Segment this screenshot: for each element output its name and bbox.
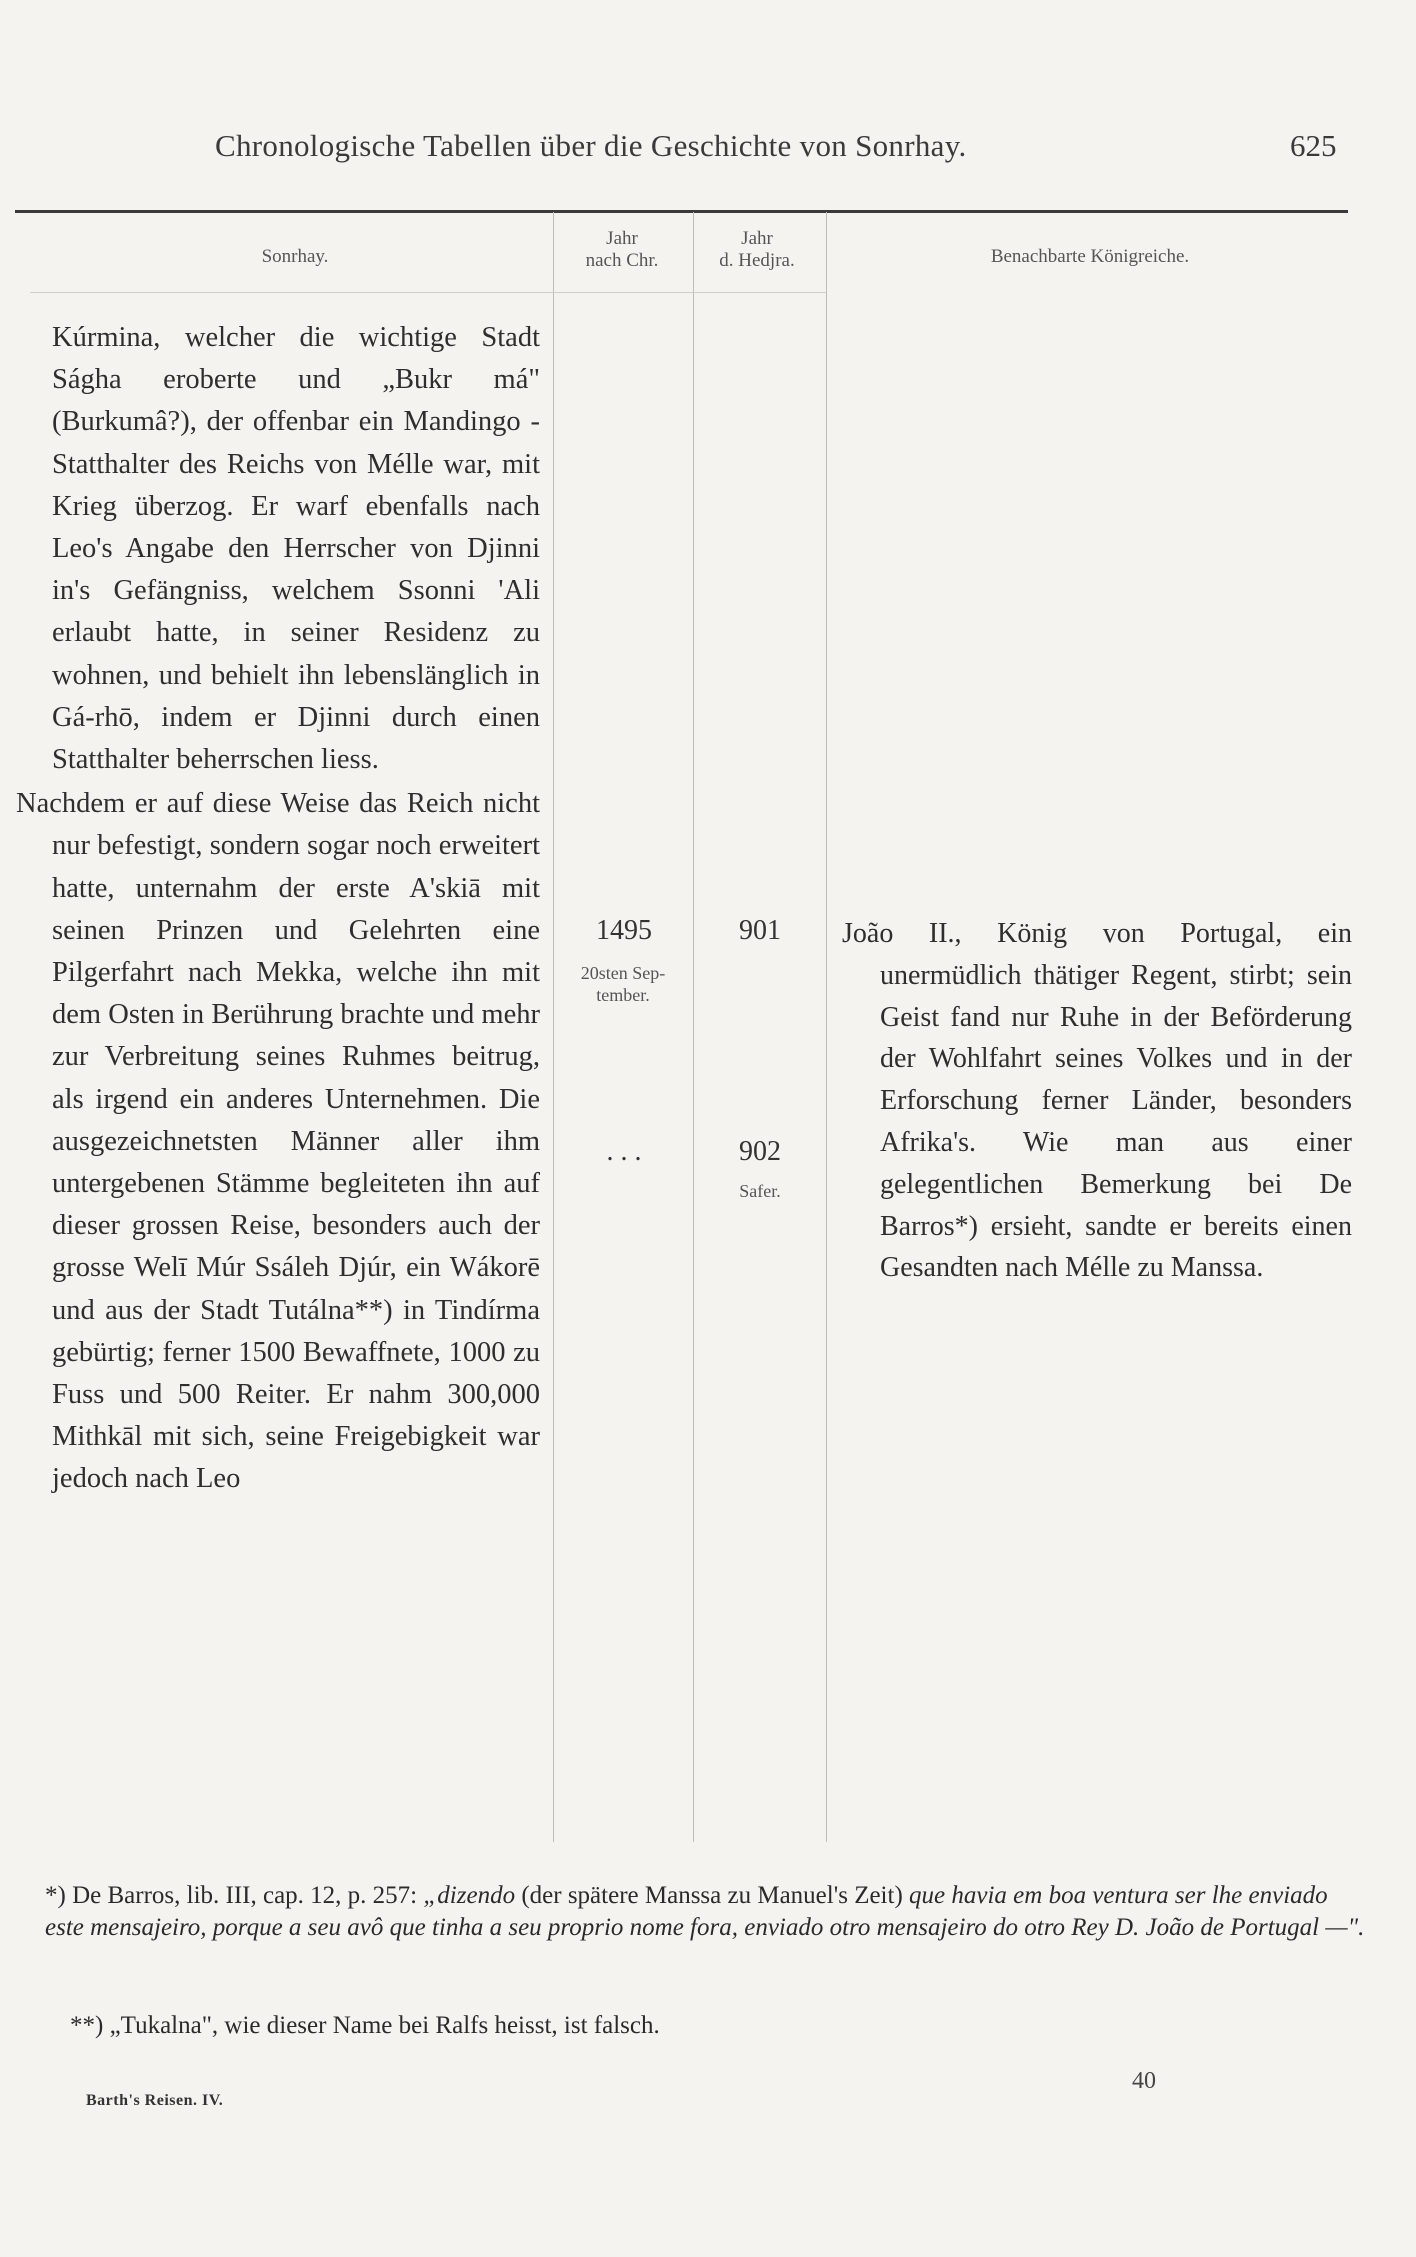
column-divider-2 [693, 212, 694, 1842]
column-divider-3 [826, 212, 827, 1842]
year-chr-ellipsis: . . . [606, 1136, 642, 1167]
column-header-year-chr [557, 228, 687, 272]
column-divider-1 [553, 212, 554, 1842]
footnote-1-aside: (der spätere Manssa zu Manuel's Zeit) [521, 1882, 903, 1909]
sonrhay-paragraph-2: Nachdem er auf diese Weise das Reich nicht nur befestigt, sondern sogar noch erweitert hatte, unternahm der erste A'skiā mit seinen Prinzen und Gelehrten eine Pilgerfahrt nach Mekka, welche ihn mit dem Osten in Berührung brachte und mehr zur Verbreitung seines Ruhmes beitrug, als irgend ein anderes Unternehmen. Die ausgezeichnetsten Männer aller ihm untergebenen Stämme begleiteten ihn auf dieser grossen Reise, besonders auch der grosse Welī Múr Ssáleh Djúr, ein Wákorē und aus der Stadt Tutálna**) in Tindírma gebürtig; ferner 1500 Bewaffnete, 1000 zu Fuss und 500 Reiter. Er nahm 300,000 Mithkāl mit sich, seine Freigebigkeit war jedoch nach Leo [16, 788, 540, 1495]
column-header-year-chr-line2: nach Chr. [585, 250, 659, 271]
running-title: Chronologische Tabellen über die Geschichte von Sonrhay. [215, 128, 967, 163]
neighbours-paragraph: João II., König von Portugal, ein unermüdlich thätiger Regent, stirbt; sein Geist fand nur Ruhe in der Beförderung der Wohlfahrt seines Volkes und in der Erforschung ferner Länder, besonders Afrika's. Wie man aus einer gelegentlichen Bemerkung bei De Barros*) ersieht, sandte er bereits einen Gesandten nach Mélle zu Manssa. [842, 918, 1352, 1284]
signature-mark: 40 [1132, 2068, 1156, 2094]
column-header-year-hedjra-line2: d. Hedjra. [719, 250, 795, 271]
footnote-1-quote-start: „dizendo [423, 1882, 516, 1909]
year-hedjra-902: 902 [739, 1136, 781, 1167]
neighbours-text-column [842, 913, 1352, 1289]
year-hedjra-901: 901 [739, 915, 781, 946]
imprint: Barth's Reisen. IV. [86, 2092, 224, 2109]
sonrhay-text-column [16, 317, 540, 1501]
year-chr-note [556, 962, 690, 1006]
column-header-sonrhay: Sonrhay. [261, 246, 329, 267]
footnote-1 [45, 1880, 1365, 1944]
top-rule [15, 210, 1348, 213]
column-header-year-hedjra [693, 228, 821, 272]
year-chr-note-line1: 20sten Sep- [580, 963, 666, 983]
column-header-year-hedjra-line1: Jahr [741, 228, 773, 249]
footnote-1-quote: que havia em boa ventura ser lhe enviado este mensajeiro, porque a seu avô que tinha a seu proprio nome fora, enviado otro mensajeiro do otro Rey D. João de Portugal —". [45, 1882, 1365, 1941]
year-chr-1495: 1495 [596, 915, 652, 946]
footnote-2: **) „Tukalna", wie dieser Name bei Ralfs heisst, ist falsch. [70, 2012, 660, 2039]
sonrhay-paragraph-1: Kúrmina, welcher die wichtige Stadt Ságha eroberte und „Bukr má" (Burkumâ?), der offenbar ein Mandingo - Statthalter des Reichs von Mélle war, mit Krieg überzog. Er warf ebenfalls nach Leo's Angabe den Herrscher von Djinni in's Gefängniss, welchem Ssonni 'Ali erlaubt hatte, in seiner Residenz zu wohnen, und behielt ihn lebenslänglich in Gá-rhō, indem er Djinni durch einen Statthalter beherrschen liess. [52, 322, 540, 776]
page-number: 625 [1290, 128, 1337, 163]
header-underline [30, 292, 826, 293]
year-chr-note-line2: tember. [596, 985, 650, 1005]
year-hedjra-note: Safer. [739, 1181, 781, 1201]
column-header-year-chr-line1: Jahr [606, 228, 638, 249]
column-header-neighbours: Benachbarte Königreiche. [990, 246, 1190, 267]
footnote-1-marker: *) De Barros, lib. III, cap. 12, p. 257: [45, 1882, 418, 1909]
